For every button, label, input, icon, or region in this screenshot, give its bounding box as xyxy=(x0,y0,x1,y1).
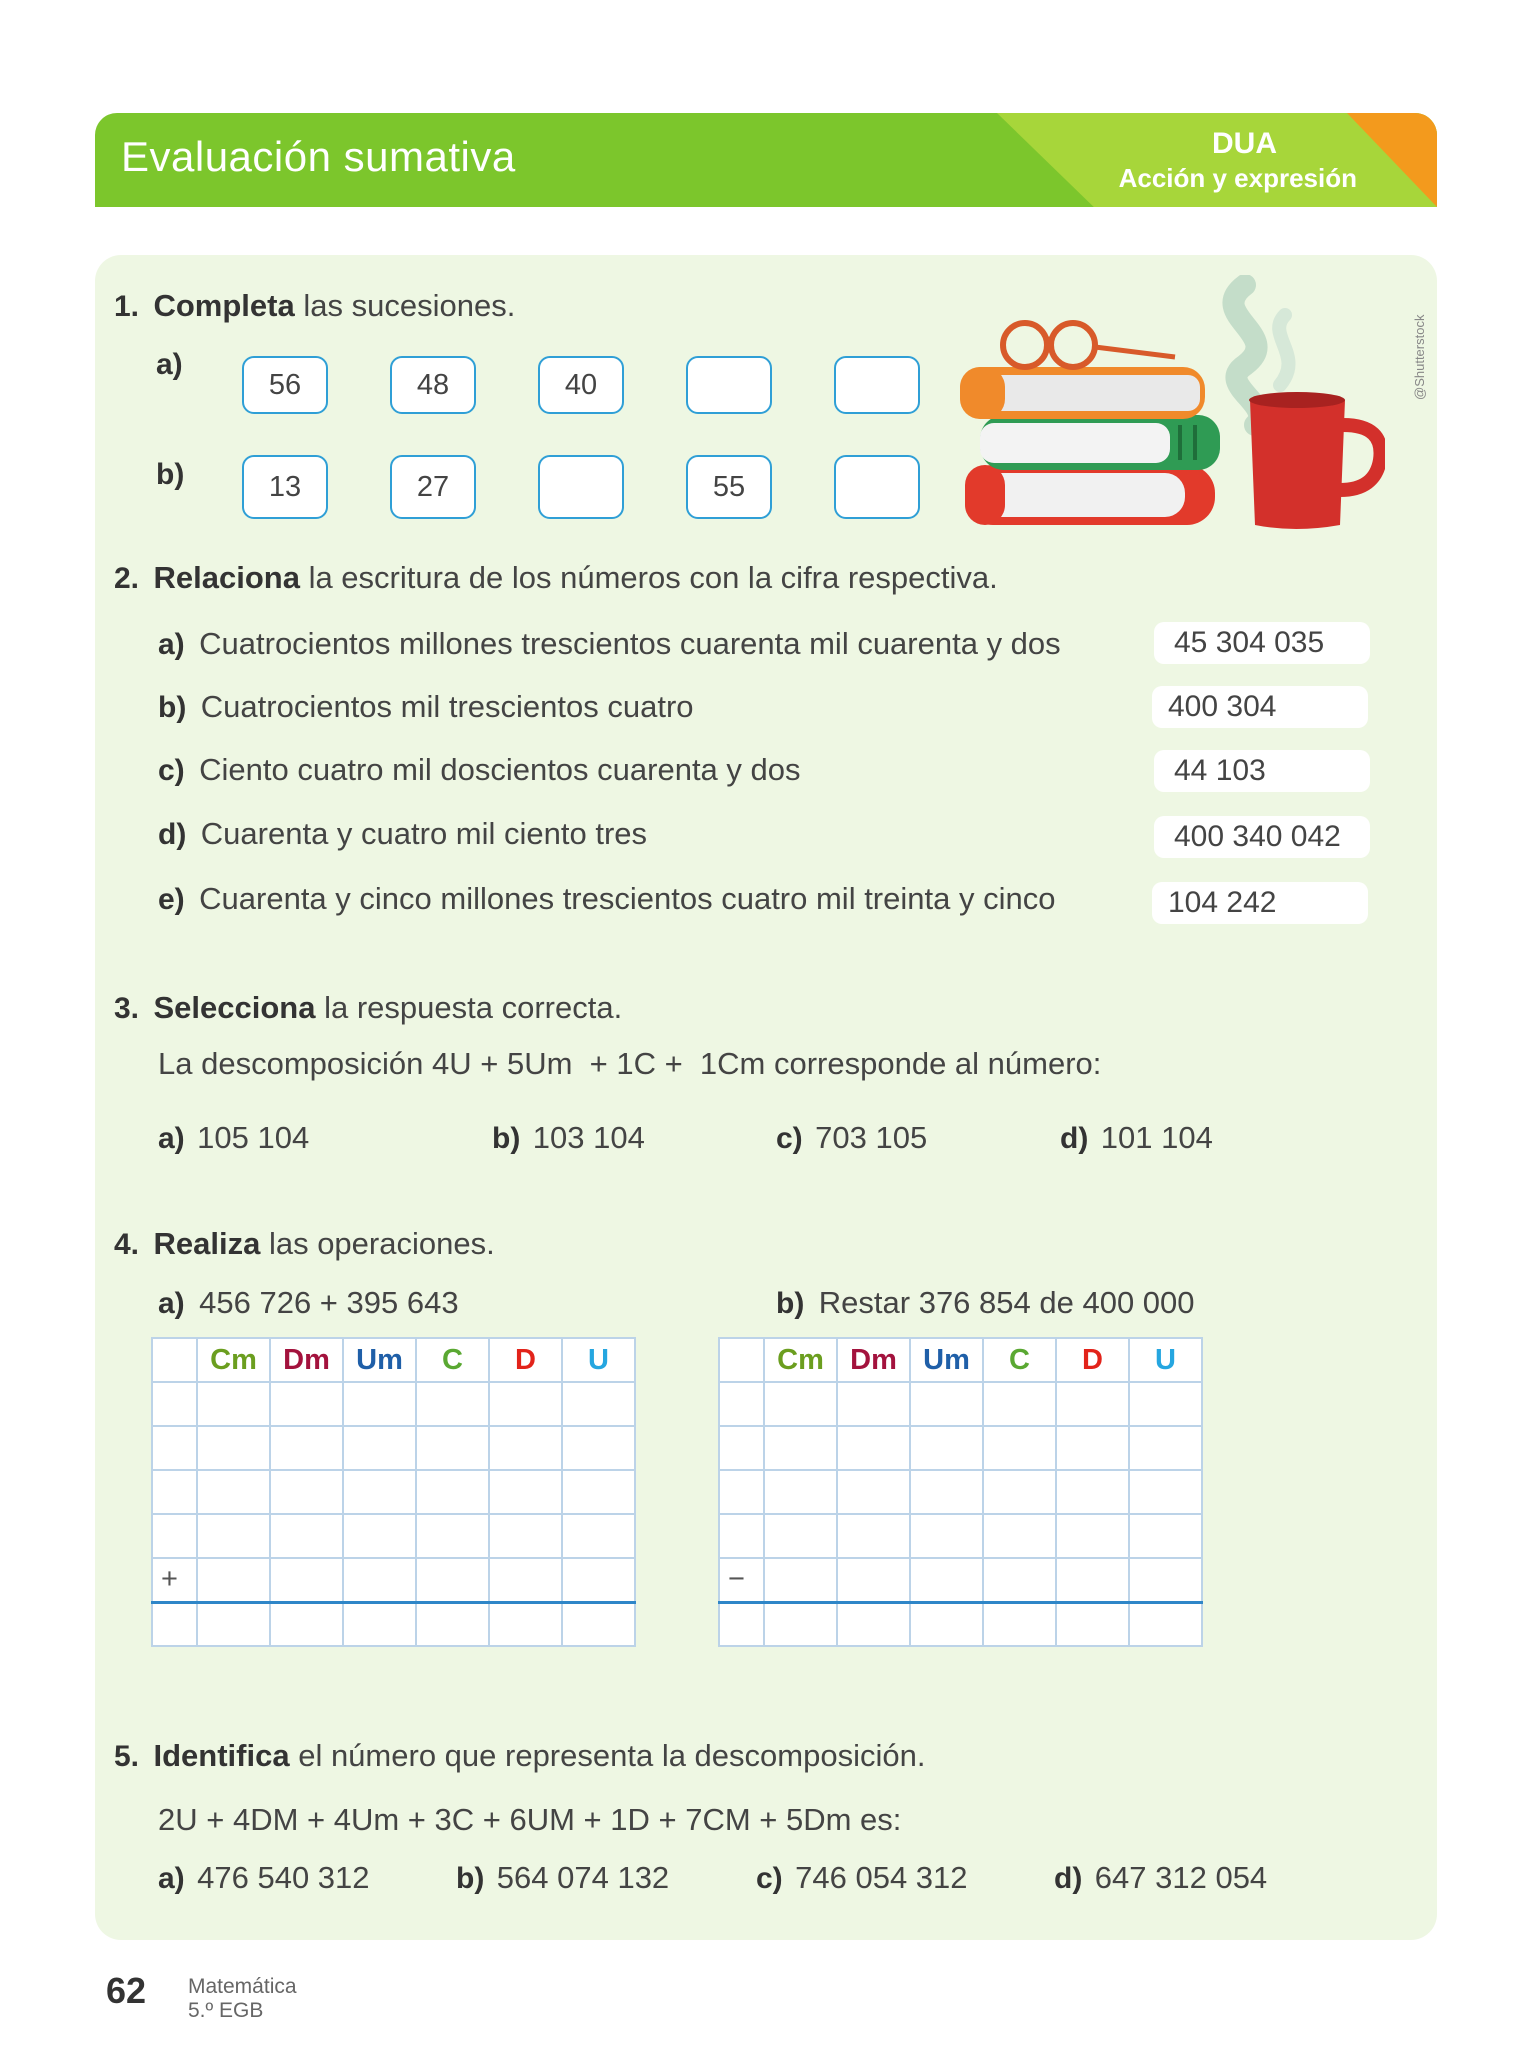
q1-number: 1. xyxy=(114,290,140,323)
op-label: b) xyxy=(776,1287,805,1320)
col-header-d: D xyxy=(489,1338,562,1382)
sequence-box-empty[interactable] xyxy=(834,455,920,519)
option-value: 103 104 xyxy=(532,1120,645,1155)
q2-number: 2. xyxy=(114,562,140,595)
q4-op-b xyxy=(776,1285,1195,1321)
q5-number: 5. xyxy=(114,1740,140,1773)
option-label: c) xyxy=(756,1862,783,1895)
q2-item-label: a) xyxy=(158,628,185,661)
grid-row xyxy=(152,1382,635,1426)
op-text: Restar 376 854 de 400 000 xyxy=(818,1285,1195,1320)
col-header-u: U xyxy=(562,1338,635,1382)
option-label: a) xyxy=(158,1122,185,1155)
option-value: 101 104 xyxy=(1100,1120,1213,1155)
option-value: 647 312 054 xyxy=(1094,1860,1268,1895)
option-label: d) xyxy=(1054,1862,1083,1895)
section-header xyxy=(95,113,1437,207)
grid-row xyxy=(719,1470,1202,1514)
q2-item xyxy=(158,881,1055,917)
grid-row xyxy=(719,1426,1202,1470)
q2-item xyxy=(158,752,801,788)
option-label: b) xyxy=(492,1122,521,1155)
minus-sign: − xyxy=(719,1558,764,1602)
option-label: a) xyxy=(158,1862,185,1895)
col-header-cm: Cm xyxy=(197,1338,270,1382)
q2-heading xyxy=(114,560,998,596)
col-header-cm: Cm xyxy=(764,1338,837,1382)
q3-option[interactable] xyxy=(1060,1120,1213,1156)
q1-row-b-label: b) xyxy=(156,458,185,491)
q2-answer-box[interactable]: 400 304 xyxy=(1152,686,1368,728)
col-header-u: U xyxy=(1129,1338,1202,1382)
q5-option[interactable] xyxy=(1054,1860,1267,1896)
option-value: 564 074 132 xyxy=(496,1860,670,1895)
sequence-box[interactable]: 48 xyxy=(390,356,476,414)
plus-sign: + xyxy=(152,1558,197,1602)
place-value-grid-addition xyxy=(151,1337,636,1647)
place-value-grid-subtraction xyxy=(718,1337,1203,1647)
col-header-d: D xyxy=(1056,1338,1129,1382)
q2-item-text: Ciento cuatro mil doscientos cuarenta y dos xyxy=(199,752,801,787)
dua-badge-title: DUA xyxy=(1212,127,1277,160)
q1-heading xyxy=(114,288,515,324)
option-value: 746 054 312 xyxy=(795,1860,968,1895)
q2-answer-box[interactable]: 44 103 xyxy=(1154,750,1370,792)
option-value: 105 104 xyxy=(197,1120,310,1155)
q4-op-a xyxy=(158,1285,459,1321)
grid-row-result xyxy=(719,1602,1202,1646)
q5-option[interactable] xyxy=(158,1860,370,1896)
grid-row xyxy=(152,1514,635,1558)
dua-badge-subtitle: Acción y expresión xyxy=(1118,163,1357,193)
q1-verb: Completa xyxy=(153,288,295,323)
q4-rest: las operaciones. xyxy=(268,1226,495,1261)
grid-row xyxy=(152,1470,635,1514)
q5-statement: 2U + 4DM + 4Um + 3C + 6UM + 1D + 7CM + 5Dm es: xyxy=(158,1802,902,1837)
q2-item-label: e) xyxy=(158,883,185,916)
q2-item-label: b) xyxy=(158,691,187,724)
grid-row-operator xyxy=(152,1558,635,1602)
grid-row-result xyxy=(152,1602,635,1646)
q2-answer-box[interactable]: 45 304 035 xyxy=(1154,622,1370,664)
q2-item xyxy=(158,689,694,725)
books-and-mug-illustration xyxy=(955,275,1385,535)
q5-option[interactable] xyxy=(456,1860,669,1896)
sequence-box-empty[interactable] xyxy=(834,356,920,414)
q2-item-label: c) xyxy=(158,754,185,787)
q3-verb: Selecciona xyxy=(153,990,316,1025)
q2-verb: Relaciona xyxy=(153,560,300,595)
grid-corner xyxy=(719,1338,764,1382)
q1-row-a-label: a) xyxy=(156,348,183,381)
q4-heading xyxy=(114,1226,495,1262)
sequence-box[interactable]: 55 xyxy=(686,455,772,519)
col-header-c: C xyxy=(983,1338,1056,1382)
q3-statement: La descomposición 4U + 5Um + 1C + 1Cm corresponde al número: xyxy=(158,1046,1102,1081)
option-label: b) xyxy=(456,1862,485,1895)
q2-item-text: Cuatrocientos millones trescientos cuarenta mil cuarenta y dos xyxy=(199,626,1061,661)
grid-row-operator xyxy=(719,1558,1202,1602)
option-value: 476 540 312 xyxy=(197,1860,370,1895)
col-header-dm: Dm xyxy=(270,1338,343,1382)
grid-row xyxy=(719,1382,1202,1426)
q4-number: 4. xyxy=(114,1228,140,1261)
q4-verb: Realiza xyxy=(153,1226,261,1261)
footer-subject xyxy=(188,1975,297,2023)
sequence-box[interactable]: 13 xyxy=(242,455,328,519)
q2-item-text: Cuarenta y cuatro mil ciento tres xyxy=(200,816,648,851)
q2-item xyxy=(158,816,647,852)
q2-answer-box[interactable]: 104 242 xyxy=(1152,882,1368,924)
q3-option[interactable] xyxy=(492,1120,645,1156)
sequence-box[interactable]: 56 xyxy=(242,356,328,414)
col-header-um: Um xyxy=(910,1338,983,1382)
sequence-box-empty[interactable] xyxy=(686,356,772,414)
q2-item-text: Cuatrocientos mil trescientos cuatro xyxy=(200,689,694,724)
sequence-box[interactable]: 27 xyxy=(390,455,476,519)
q2-answer-box[interactable]: 400 340 042 xyxy=(1154,816,1370,858)
q2-item-label: d) xyxy=(158,818,187,851)
q3-heading xyxy=(114,990,622,1026)
col-header-c: C xyxy=(416,1338,489,1382)
col-header-um: Um xyxy=(343,1338,416,1382)
grid-corner xyxy=(152,1338,197,1382)
q2-rest: la escritura de los números con la cifra respectiva. xyxy=(308,560,998,595)
q2-item-text: Cuarenta y cinco millones trescientos cuatro mil treinta y cinco xyxy=(199,881,1056,916)
q3-option[interactable] xyxy=(776,1120,927,1156)
q1-rest: las sucesiones. xyxy=(303,288,516,323)
q2-item xyxy=(158,626,1061,662)
q3-number: 3. xyxy=(114,992,140,1025)
subject-name: Matemática xyxy=(188,1975,297,1998)
image-credit: @Shutterstock xyxy=(1412,314,1427,400)
option-label: d) xyxy=(1060,1122,1089,1155)
sequence-box-empty[interactable] xyxy=(538,455,624,519)
option-label: c) xyxy=(776,1122,803,1155)
q5-option[interactable] xyxy=(756,1860,968,1896)
sequence-box[interactable]: 40 xyxy=(538,356,624,414)
q5-heading xyxy=(114,1738,925,1774)
option-value: 703 105 xyxy=(815,1120,928,1155)
q3-option[interactable] xyxy=(158,1120,309,1156)
q5-rest: el número que representa la descomposición. xyxy=(298,1738,926,1773)
page-number: 62 xyxy=(106,1970,147,2011)
op-text: 456 726 + 395 643 xyxy=(199,1285,459,1320)
page-title: Evaluación sumativa xyxy=(121,133,516,180)
col-header-dm: Dm xyxy=(837,1338,910,1382)
grid-row xyxy=(719,1514,1202,1558)
q3-rest: la respuesta correcta. xyxy=(324,990,623,1025)
q5-verb: Identifica xyxy=(153,1738,290,1773)
op-label: a) xyxy=(158,1287,185,1320)
grid-row xyxy=(152,1426,635,1470)
grade-level: 5.º EGB xyxy=(188,1999,264,2022)
